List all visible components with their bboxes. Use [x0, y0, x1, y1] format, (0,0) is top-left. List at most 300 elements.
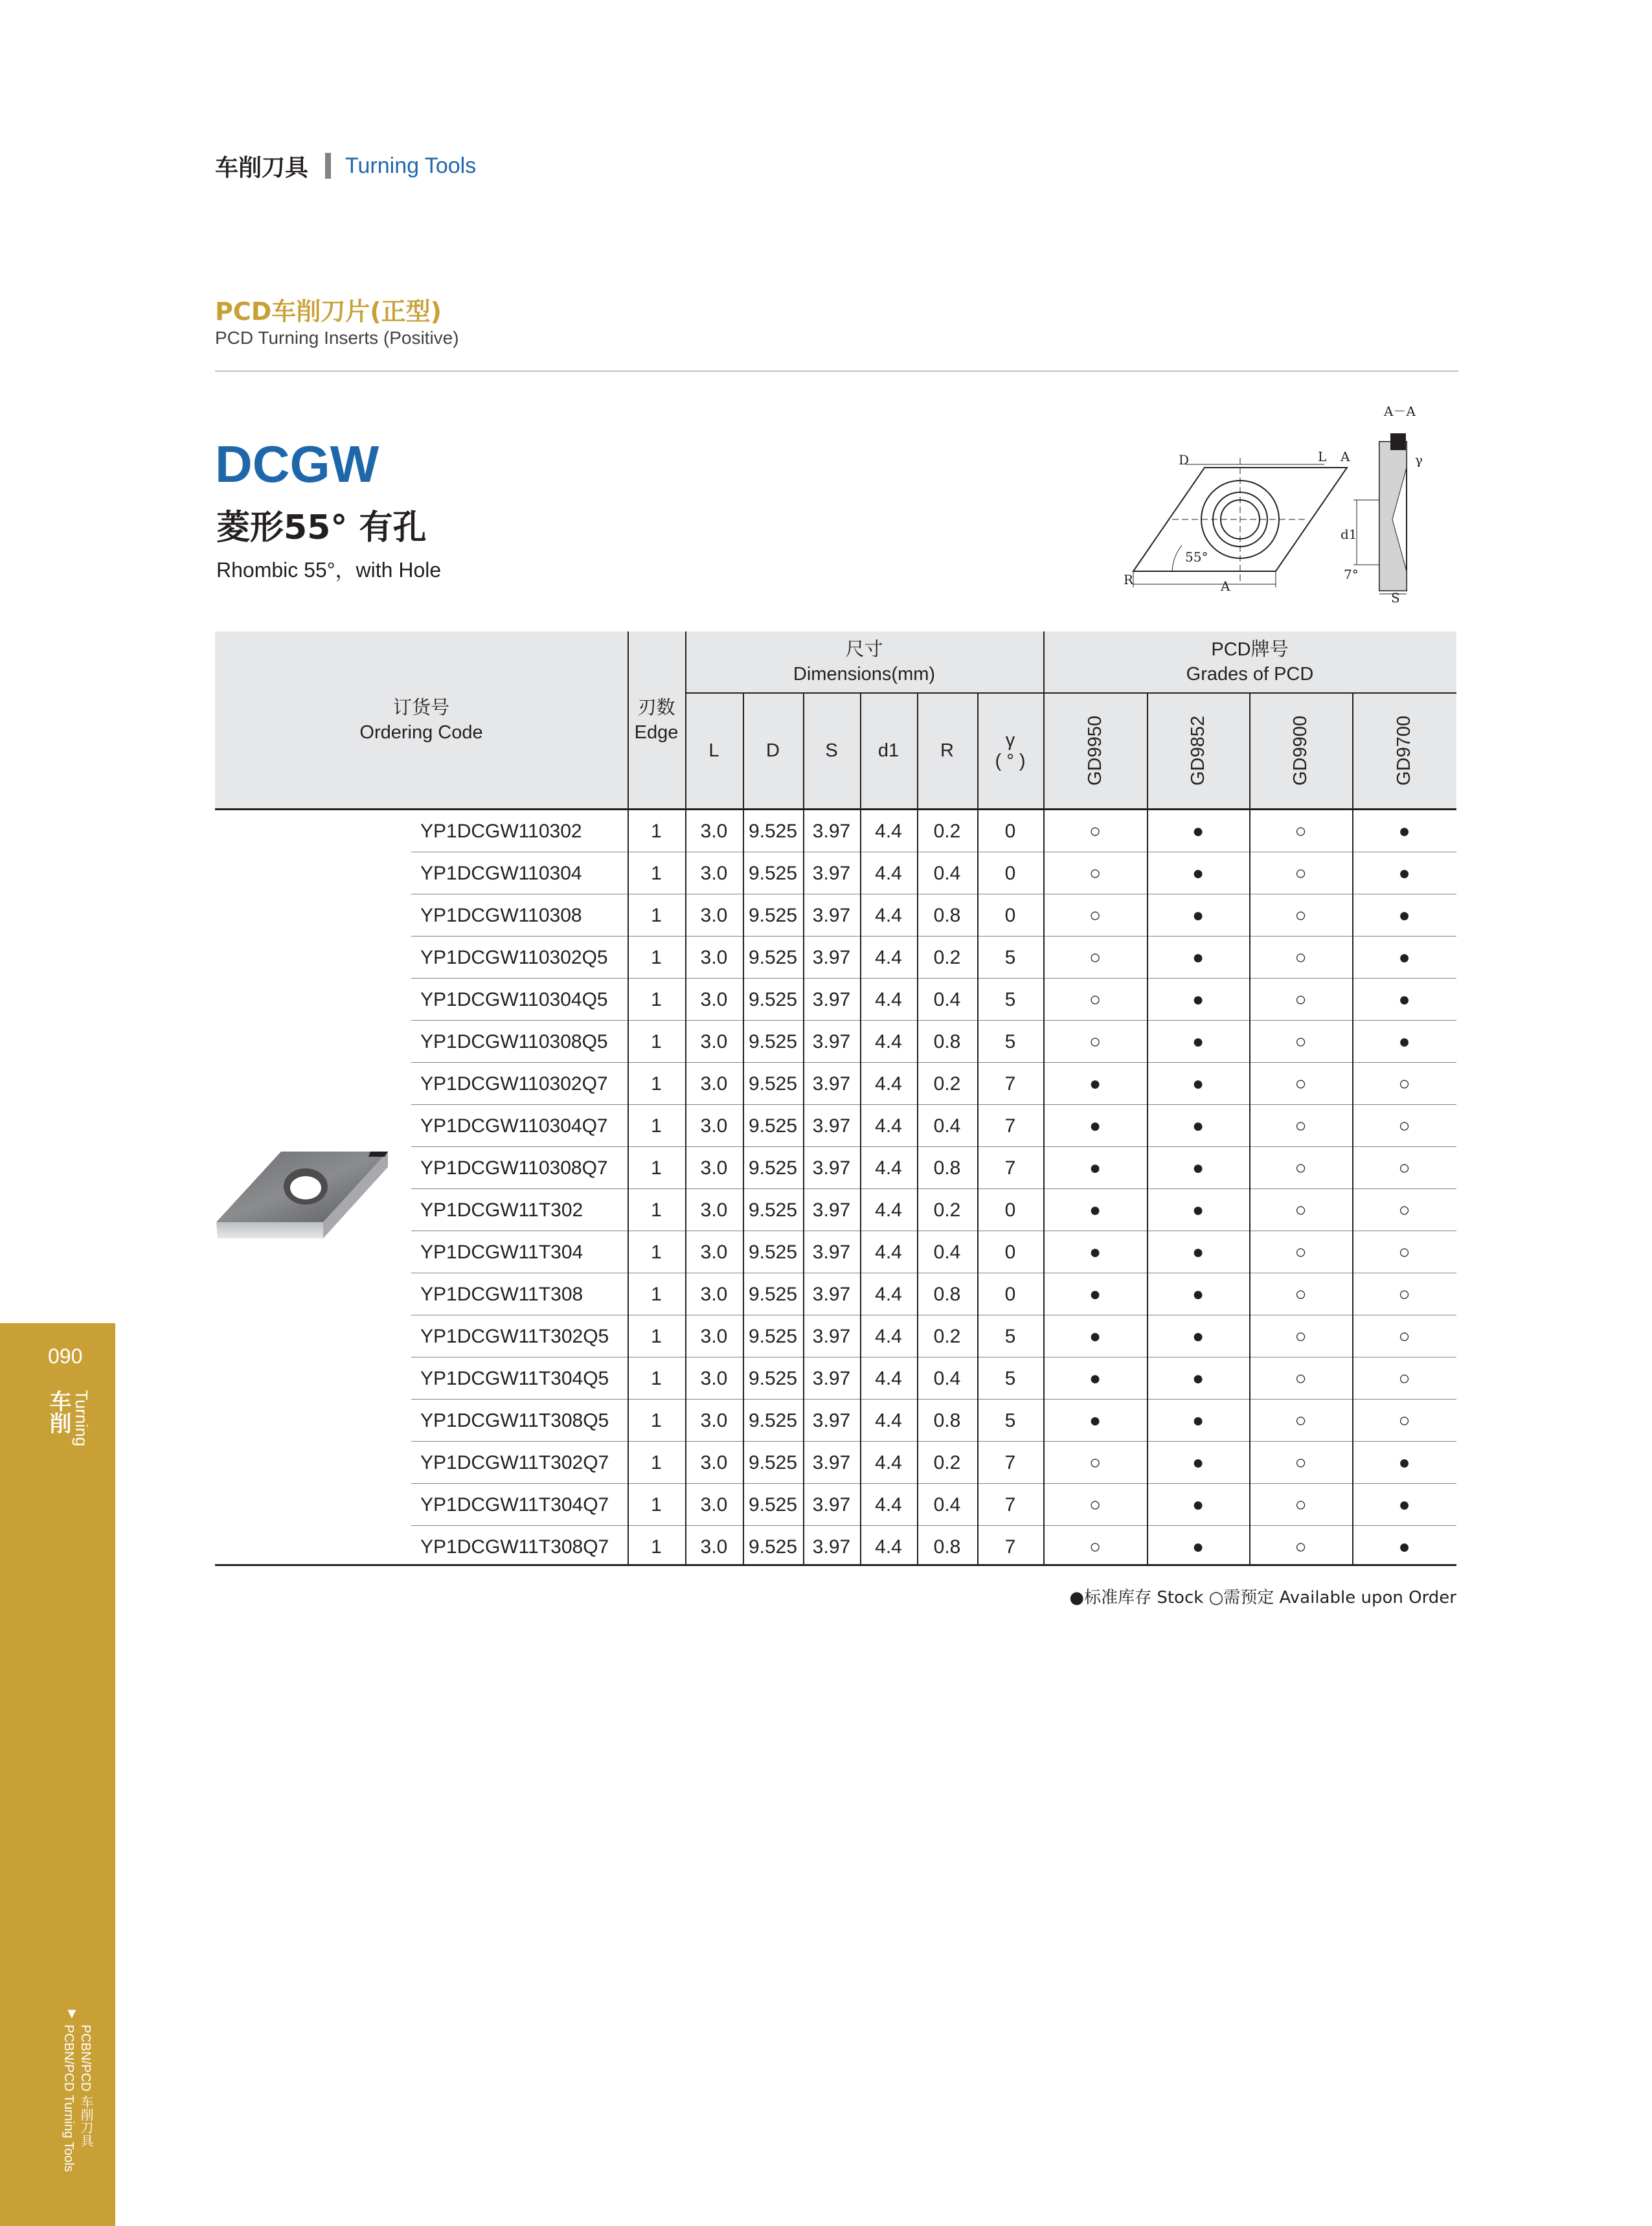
cell-code: YP1DCGW11T304Q7 — [420, 1493, 609, 1516]
grade-availability: ○ — [1398, 1157, 1410, 1179]
table-row — [215, 1231, 1456, 1273]
cell-g: 5 — [1004, 1325, 1016, 1347]
table-row — [215, 1526, 1456, 1568]
grade-availability: ○ — [1089, 820, 1102, 842]
grade-availability: ○ — [1295, 1030, 1307, 1052]
category-title-zh: PCD车削刀片(正型) — [215, 297, 442, 326]
grade-availability: ● — [1398, 904, 1410, 926]
cell-R: 0.2 — [933, 1325, 961, 1347]
column-rule — [803, 808, 804, 1566]
label-7deg: 7° — [1344, 567, 1359, 582]
grade-availability: ● — [1398, 1451, 1410, 1473]
cell-S: 3.97 — [812, 1325, 851, 1347]
cell-g: 0 — [1004, 1199, 1016, 1221]
grade-availability: ● — [1089, 1199, 1102, 1221]
cell-code: YP1DCGW11T302Q5 — [420, 1325, 609, 1347]
cell-code: YP1DCGW110308 — [420, 904, 582, 926]
side-label-en: Turning — [72, 1390, 91, 1447]
grade-availability: ● — [1089, 1115, 1102, 1137]
header-col-R: R — [940, 740, 954, 761]
cell-L: 3.0 — [700, 862, 728, 884]
grade-availability: ● — [1192, 1283, 1205, 1305]
table-row — [215, 1189, 1456, 1231]
header-col-L: L — [708, 740, 719, 761]
section-title-en: Turning Tools — [345, 153, 477, 178]
grade-availability: ● — [1192, 1115, 1205, 1137]
label-A-bottom: A — [1221, 578, 1230, 594]
header-grade-1 — [1043, 692, 1147, 808]
cell-edge: 1 — [651, 1283, 662, 1305]
cell-L: 3.0 — [700, 1451, 728, 1473]
header-col-gamma — [977, 692, 1043, 808]
rule — [1043, 631, 1045, 808]
cell-D: 9.525 — [748, 1536, 798, 1558]
cell-code: YP1DCGW110308Q5 — [420, 1030, 608, 1052]
side-footer-zh: PCBN/PCD 车削刀具 — [78, 2025, 93, 2147]
grade-availability: ● — [1398, 1030, 1410, 1052]
grade-availability: ● — [1089, 1157, 1102, 1179]
cell-g: 5 — [1004, 1409, 1016, 1431]
cell-L: 3.0 — [700, 820, 728, 842]
cell-S: 3.97 — [812, 1409, 851, 1431]
grade-availability: ○ — [1089, 904, 1102, 926]
cell-R: 0.8 — [933, 1536, 961, 1558]
header-ordering-code — [215, 631, 628, 808]
cell-code: YP1DCGW110308Q7 — [420, 1157, 608, 1179]
cell-R: 0.2 — [933, 946, 961, 968]
grade-availability: ○ — [1295, 820, 1307, 842]
grade-availability: ○ — [1089, 1451, 1102, 1473]
cell-D: 9.525 — [748, 1325, 798, 1347]
column-rule — [977, 808, 979, 1566]
grade-availability: ● — [1398, 862, 1410, 884]
cell-d1: 4.4 — [875, 1157, 902, 1179]
title-divider — [325, 153, 331, 179]
cell-d1: 4.4 — [875, 1409, 902, 1431]
table-row — [215, 1105, 1456, 1147]
cell-R: 0.8 — [933, 1409, 961, 1431]
cell-g: 0 — [1004, 862, 1016, 884]
cell-D: 9.525 — [748, 1283, 798, 1305]
grade-availability: ○ — [1295, 1241, 1307, 1263]
grade-availability: ● — [1192, 1030, 1205, 1052]
rule — [917, 692, 918, 808]
cell-L: 3.0 — [700, 946, 728, 968]
cell-edge: 1 — [651, 1073, 662, 1095]
table-row — [215, 1400, 1456, 1442]
cell-g: 0 — [1004, 820, 1016, 842]
cell-S: 3.97 — [812, 1030, 851, 1052]
cell-code: YP1DCGW110304 — [420, 862, 582, 884]
cell-D: 9.525 — [748, 1030, 798, 1052]
page-number: 090 — [48, 1345, 83, 1368]
grade-availability: ● — [1089, 1283, 1102, 1305]
cell-edge: 1 — [651, 1115, 662, 1137]
cell-edge: 1 — [651, 1030, 662, 1052]
table-header — [215, 631, 1456, 808]
cell-R: 0.4 — [933, 862, 961, 884]
header-grade-3 — [1249, 692, 1352, 808]
header-grades-en: Grades of PCD — [1186, 664, 1314, 685]
rule — [803, 692, 804, 808]
cell-L: 3.0 — [700, 1536, 728, 1558]
insert-technical-drawing — [1120, 396, 1438, 604]
grade-availability: ○ — [1398, 1199, 1410, 1221]
cell-code: YP1DCGW11T302Q7 — [420, 1451, 609, 1473]
cell-g: 5 — [1004, 946, 1016, 968]
grade-label: GD9950 — [1084, 715, 1105, 786]
grade-availability: ○ — [1295, 1073, 1307, 1095]
cell-S: 3.97 — [812, 1241, 851, 1263]
grade-availability: ○ — [1398, 1325, 1410, 1347]
cell-d1: 4.4 — [875, 1536, 902, 1558]
header-gamma-unit: ( ° ) — [995, 750, 1026, 771]
cell-edge: 1 — [651, 1451, 662, 1473]
cell-edge: 1 — [651, 1409, 662, 1431]
cell-code: YP1DCGW11T308Q5 — [420, 1409, 609, 1431]
cell-L: 3.0 — [700, 1199, 728, 1221]
header-col-D: D — [766, 740, 780, 761]
label-D: D — [1179, 452, 1190, 468]
cell-code: YP1DCGW110302Q5 — [420, 946, 608, 968]
cell-L: 3.0 — [700, 1073, 728, 1095]
divider — [215, 370, 1458, 372]
grade-availability: ● — [1398, 1493, 1410, 1516]
cell-D: 9.525 — [748, 1493, 798, 1516]
table-row — [215, 894, 1456, 937]
cell-g: 7 — [1004, 1157, 1016, 1179]
grade-availability: ○ — [1295, 1157, 1307, 1179]
cell-R: 0.2 — [933, 1073, 961, 1095]
rule — [743, 692, 744, 808]
cell-code: YP1DCGW110302 — [420, 820, 582, 842]
table-body — [215, 808, 1456, 1566]
cell-code: YP1DCGW11T308 — [420, 1283, 583, 1305]
cell-L: 3.0 — [700, 1283, 728, 1305]
table-row — [215, 1484, 1456, 1526]
cell-g: 7 — [1004, 1536, 1016, 1558]
cell-d1: 4.4 — [875, 1325, 902, 1347]
cell-D: 9.525 — [748, 820, 798, 842]
cell-D: 9.525 — [748, 1115, 798, 1137]
grade-availability: ● — [1192, 862, 1205, 884]
rule — [1249, 692, 1250, 808]
cell-S: 3.97 — [812, 1115, 851, 1137]
cell-S: 3.97 — [812, 946, 851, 968]
section-title-zh: 车削刀具 — [215, 154, 309, 181]
cell-R: 0.2 — [933, 820, 961, 842]
grade-availability: ○ — [1089, 946, 1102, 968]
cell-R: 0.8 — [933, 1157, 961, 1179]
header-col-S: S — [825, 740, 838, 761]
grade-availability: ○ — [1295, 988, 1307, 1010]
grade-availability: ○ — [1089, 862, 1102, 884]
grade-availability: ○ — [1295, 1493, 1307, 1516]
arrow-down-icon: ▼ — [65, 2005, 79, 2021]
grade-availability: ● — [1192, 1325, 1205, 1347]
cell-L: 3.0 — [700, 904, 728, 926]
model-title: DCGW — [215, 435, 379, 493]
side-label-zh: 车削 — [45, 1390, 71, 1434]
grade-availability: ○ — [1398, 1073, 1410, 1095]
label-L: L — [1318, 449, 1327, 464]
table-row — [215, 937, 1456, 979]
grade-availability: ● — [1192, 946, 1205, 968]
header-dims-zh: 尺寸 — [845, 639, 883, 660]
label-section: A－A — [1384, 403, 1416, 419]
cell-d1: 4.4 — [875, 1115, 902, 1137]
cell-d1: 4.4 — [875, 1367, 902, 1389]
grade-availability: ○ — [1398, 1367, 1410, 1389]
table-row — [215, 1442, 1456, 1484]
cell-d1: 4.4 — [875, 1283, 902, 1305]
rule — [685, 692, 1456, 694]
cell-D: 9.525 — [748, 1409, 798, 1431]
table-row — [215, 1273, 1456, 1315]
grade-availability: ● — [1398, 1536, 1410, 1558]
column-rule — [917, 808, 918, 1566]
label-R: R — [1124, 572, 1134, 587]
cell-d1: 4.4 — [875, 988, 902, 1010]
grade-availability: ● — [1192, 1367, 1205, 1389]
header-dimensions — [685, 631, 1043, 692]
cell-g: 7 — [1004, 1451, 1016, 1473]
side-footer — [54, 2005, 93, 2199]
grade-availability: ○ — [1295, 1325, 1307, 1347]
category-title-en: PCD Turning Inserts (Positive) — [215, 328, 459, 348]
section-header — [215, 146, 476, 185]
cell-edge: 1 — [651, 946, 662, 968]
cell-edge: 1 — [651, 1325, 662, 1347]
column-rule — [1352, 808, 1353, 1566]
grade-availability: ● — [1398, 946, 1410, 968]
cell-S: 3.97 — [812, 862, 851, 884]
column-rule — [1043, 808, 1045, 1566]
header-code-zh: 订货号 — [392, 697, 449, 718]
cell-S: 3.97 — [812, 904, 851, 926]
cell-edge: 1 — [651, 1493, 662, 1516]
cell-code: YP1DCGW110304Q5 — [420, 988, 608, 1010]
grade-availability: ● — [1089, 1367, 1102, 1389]
grade-availability: ● — [1398, 820, 1410, 842]
table-row — [215, 1357, 1456, 1400]
cell-D: 9.525 — [748, 904, 798, 926]
grade-availability: ○ — [1398, 1115, 1410, 1137]
grade-availability: ○ — [1089, 1536, 1102, 1558]
grade-availability: ○ — [1295, 1115, 1307, 1137]
cell-S: 3.97 — [812, 1451, 851, 1473]
cell-g: 5 — [1004, 1030, 1016, 1052]
cell-g: 0 — [1004, 1283, 1016, 1305]
grade-availability: ○ — [1295, 1451, 1307, 1473]
grade-availability: ● — [1089, 1241, 1102, 1263]
cell-S: 3.97 — [812, 1073, 851, 1095]
table-row — [215, 1021, 1456, 1063]
grade-availability: ● — [1192, 1536, 1205, 1558]
grade-label: GD9900 — [1290, 715, 1311, 786]
grade-availability: ○ — [1398, 1283, 1410, 1305]
cell-S: 3.97 — [812, 1536, 851, 1558]
cell-edge: 1 — [651, 1367, 662, 1389]
rule — [860, 692, 861, 808]
cell-L: 3.0 — [700, 1115, 728, 1137]
cell-L: 3.0 — [700, 1030, 728, 1052]
cell-S: 3.97 — [812, 1283, 851, 1305]
side-footer-en: PCBN/PCD Turning Tools — [62, 2025, 76, 2172]
grade-availability: ● — [1192, 1451, 1205, 1473]
header-grades-zh: PCD牌号 — [1211, 639, 1289, 660]
cell-D: 9.525 — [748, 988, 798, 1010]
header-grade-2 — [1147, 692, 1249, 808]
cell-R: 0.4 — [933, 988, 961, 1010]
shape-title-en: Rhombic 55°，with Hole — [216, 558, 442, 582]
cell-S: 3.97 — [812, 988, 851, 1010]
header-edge-zh: 刃数 — [637, 697, 675, 718]
grade-availability: ○ — [1089, 988, 1102, 1010]
cell-d1: 4.4 — [875, 1030, 902, 1052]
cell-d1: 4.4 — [875, 1241, 902, 1263]
header-grade-4 — [1352, 692, 1456, 808]
grade-availability: ○ — [1295, 1199, 1307, 1221]
cell-L: 3.0 — [700, 1241, 728, 1263]
cell-S: 3.97 — [812, 1157, 851, 1179]
rule — [1352, 692, 1353, 808]
grade-availability: ● — [1192, 1157, 1205, 1179]
cell-code: YP1DCGW11T304 — [420, 1241, 583, 1263]
grade-availability: ● — [1192, 904, 1205, 926]
header-grades — [1043, 631, 1456, 692]
table-row — [215, 1147, 1456, 1189]
rule — [977, 692, 979, 808]
cell-g: 0 — [1004, 904, 1016, 926]
cell-S: 3.97 — [812, 1367, 851, 1389]
cell-D: 9.525 — [748, 1367, 798, 1389]
cell-L: 3.0 — [700, 1409, 728, 1431]
cell-S: 3.97 — [812, 820, 851, 842]
cell-D: 9.525 — [748, 1199, 798, 1221]
cell-L: 3.0 — [700, 1157, 728, 1179]
cell-S: 3.97 — [812, 1199, 851, 1221]
column-rule — [860, 808, 861, 1566]
cell-edge: 1 — [651, 988, 662, 1010]
cell-g: 7 — [1004, 1115, 1016, 1137]
cell-R: 0.4 — [933, 1241, 961, 1263]
cell-D: 9.525 — [748, 862, 798, 884]
grade-availability: ○ — [1089, 1030, 1102, 1052]
grade-availability: ● — [1192, 1073, 1205, 1095]
cell-L: 3.0 — [700, 1493, 728, 1516]
cell-R: 0.4 — [933, 1493, 961, 1516]
rule — [685, 631, 686, 808]
cell-R: 0.2 — [933, 1199, 961, 1221]
grade-label: GD9852 — [1187, 715, 1208, 786]
grade-availability: ● — [1398, 988, 1410, 1010]
cell-D: 9.525 — [748, 946, 798, 968]
grade-availability: ○ — [1295, 946, 1307, 968]
cell-R: 0.2 — [933, 1451, 961, 1473]
grade-availability: ● — [1192, 988, 1205, 1010]
label-A-top: A — [1341, 449, 1350, 464]
header-gamma-symbol: γ — [1005, 729, 1015, 751]
grade-availability: ○ — [1295, 1283, 1307, 1305]
cell-edge: 1 — [651, 862, 662, 884]
cell-code: YP1DCGW110304Q7 — [420, 1115, 608, 1137]
cell-d1: 4.4 — [875, 862, 902, 884]
table-row — [215, 1315, 1456, 1357]
cell-S: 3.97 — [812, 1493, 851, 1516]
cell-edge: 1 — [651, 1241, 662, 1263]
cell-d1: 4.4 — [875, 1451, 902, 1473]
column-rule — [628, 808, 629, 1566]
cell-R: 0.4 — [933, 1367, 961, 1389]
table-row — [215, 810, 1456, 852]
cell-D: 9.525 — [748, 1241, 798, 1263]
cell-edge: 1 — [651, 1157, 662, 1179]
cell-code: YP1DCGW110302Q7 — [420, 1073, 608, 1095]
cell-code: YP1DCGW11T304Q5 — [420, 1367, 609, 1389]
label-angle: 55° — [1185, 549, 1208, 565]
grade-availability: ○ — [1295, 1536, 1307, 1558]
grade-availability: ● — [1192, 1241, 1205, 1263]
grade-availability: ○ — [1295, 862, 1307, 884]
cell-g: 7 — [1004, 1073, 1016, 1095]
cell-edge: 1 — [651, 1536, 662, 1558]
cell-edge: 1 — [651, 1199, 662, 1221]
grade-availability: ● — [1192, 1493, 1205, 1516]
header-edge — [628, 631, 685, 808]
cell-g: 7 — [1004, 1493, 1016, 1516]
cell-code: YP1DCGW11T308Q7 — [420, 1536, 609, 1558]
cell-d1: 4.4 — [875, 946, 902, 968]
cell-R: 0.8 — [933, 1283, 961, 1305]
grade-availability: ● — [1089, 1073, 1102, 1095]
cell-L: 3.0 — [700, 1325, 728, 1347]
label-gamma: γ — [1415, 452, 1423, 468]
insert-photo — [210, 1141, 398, 1245]
cell-d1: 4.4 — [875, 1073, 902, 1095]
header-edge-en: Edge — [634, 721, 679, 743]
legend: ●标准库存 Stock ○需预定 Available upon Order — [1069, 1588, 1456, 1607]
cell-L: 3.0 — [700, 988, 728, 1010]
cell-R: 0.8 — [933, 1030, 961, 1052]
shape-title-zh: 菱形55° 有孔 — [216, 508, 427, 547]
cell-D: 9.525 — [748, 1157, 798, 1179]
cell-R: 0.4 — [933, 1115, 961, 1137]
cell-D: 9.525 — [748, 1451, 798, 1473]
cell-d1: 4.4 — [875, 1493, 902, 1516]
label-d1: d1 — [1341, 527, 1357, 542]
grade-label: GD9700 — [1394, 715, 1415, 786]
grade-availability: ○ — [1398, 1241, 1410, 1263]
table-row — [215, 1063, 1456, 1105]
header-dims-en: Dimensions(mm) — [793, 664, 936, 685]
grade-availability: ● — [1089, 1409, 1102, 1431]
side-tab-label — [43, 1390, 95, 1455]
cell-g: 5 — [1004, 988, 1016, 1010]
cell-code: YP1DCGW11T302 — [420, 1199, 583, 1221]
table-row — [215, 979, 1456, 1021]
cell-d1: 4.4 — [875, 904, 902, 926]
header-col-d1: d1 — [877, 740, 900, 761]
rule — [1147, 692, 1148, 808]
cell-g: 0 — [1004, 1241, 1016, 1263]
grade-availability: ○ — [1295, 1367, 1307, 1389]
cell-R: 0.8 — [933, 904, 961, 926]
category-heading — [215, 297, 459, 350]
grade-availability: ○ — [1295, 904, 1307, 926]
column-rule — [743, 808, 744, 1566]
column-rule — [1147, 808, 1148, 1566]
